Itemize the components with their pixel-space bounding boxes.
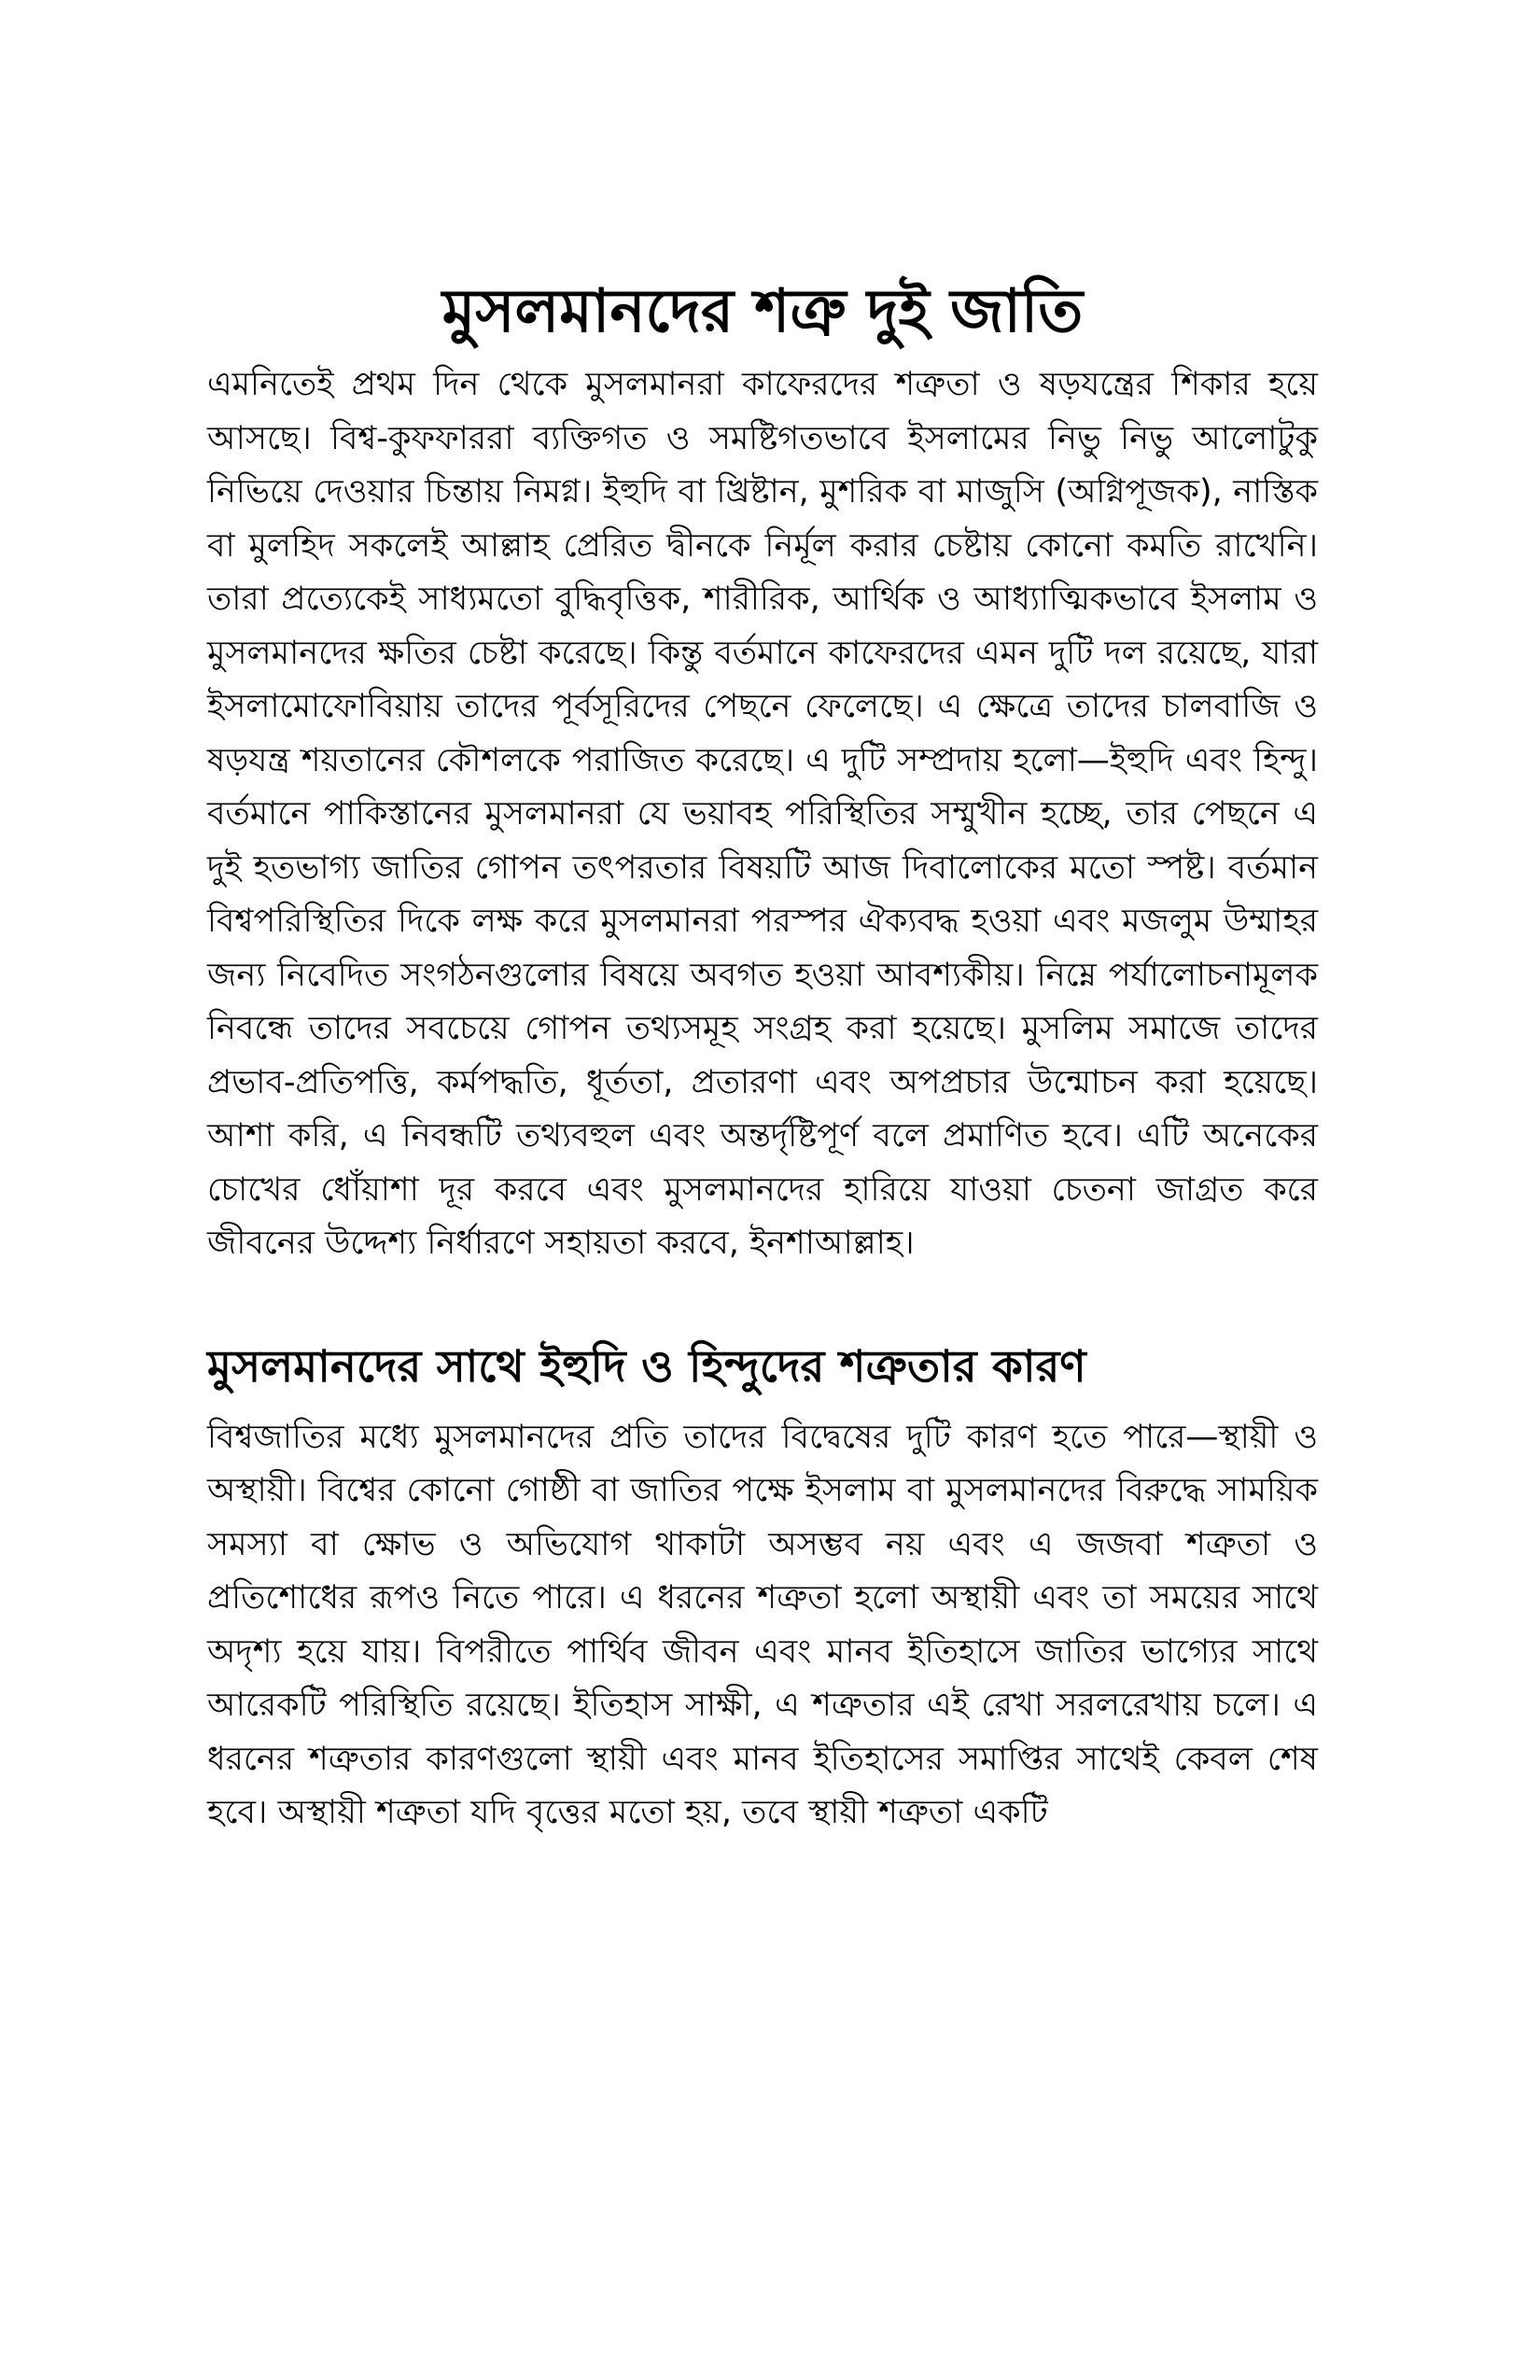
- page-title: মুসলমানদের শত্রু দুই জাতি: [441, 277, 1084, 346]
- section-paragraph: বিশ্বজাতির মধ্যে মুসলমানদের প্রতি তাদের বিদ্বেষের দুটি কারণ হতে পারে—স্থায়ী ও অস্থায়ী। বিশ্বের কোনো গোষ্ঠী বা জাতির পক্ষে ইসলাম বা মুসলমানদের বিরুদ্ধে সাময়িক সমস্যা বা ক্ষোভ ও অভিযোগ থাকাটা অসম্ভব নয় এবং এ জজবা শত্রুতা ও প্রতিশোধের রূপও নিতে পারে। এ ধরনের শত্রুতা হলো অস্থায়ী এবং তা সময়ের সাথে অদৃশ্য হয়ে যায়। বিপরীতে পার্থিব জীবন এবং মানব ইতিহাসে জাতির ভাগ্যের সাথে আরেকটি পরিস্থিতি রয়েছে। ইতিহাস সাক্ষী, এ শত্রুতার এই রেখা সরলরেখায় চলে। এ ধরনের শত্রুতার কারণগুলো স্থায়ী এবং মানব ইতিহাসের সমাপ্তির সাথেই কেবল শেষ হবে। অস্থায়ী শত্রুতা যদি বৃত্তের মতো হয়, তবে স্থায়ী শত্রুতা একটি: [207, 1418, 1318, 1831]
- document-page: [207, 273, 1318, 1841]
- intro-paragraph: এমনিতেই প্রথম দিন থেকে মুসলমানরা কাফেরদের শত্রুতা ও ষড়যন্ত্রের শিকার হয়ে আসছে। বিশ্ব-কুফফাররা ব্যক্তিগত ও সমষ্টিগতভাবে ইসলামের নিভু নিভু আলোটুকু নিভিয়ে দেওয়ার চিন্তায় নিমগ্ন। ইহুদি বা খ্রিষ্টান, মুশরিক বা মাজুসি (অগ্নিপূজক), নাস্তিক বা মুলহিদ সকলেই আল্লাহ প্রেরিত দ্বীনকে নির্মূল করার চেষ্টায় কোনো কমতি রাখেনি। তারা প্রত্যেকেই সাধ্যমতো বুদ্ধিবৃত্তিক, শারীরিক, আর্থিক ও আধ্যাত্মিকভাবে ইসলাম ও মুসলমানদের ক্ষতির চেষ্টা করেছে। কিন্তু বর্তমানে কাফেরদের এমন দুটি দল রয়েছে, যারা ইসলামোফোবিয়ায় তাদের পূর্বসূরিদের পেছনে ফেলেছে। এ ক্ষেত্রে তাদের চালবাজি ও ষড়যন্ত্র শয়তানের কৌশলকে পরাজিত করেছে। এ দুটি সম্প্রদায় হলো—ইহুদি এবং হিন্দু। বর্তমানে পাকিস্তানের মুসলমানরা যে ভয়াবহ পরিস্থিতির সম্মুখীন হচ্ছে, তার পেছনে এ দুই হতভাগ্য জাতির গোপন তৎপরতার বিষয়টি আজ দিবালোকের মতো স্পষ্ট। বর্তমান বিশ্বপরিস্থিতির দিকে লক্ষ করে মুসলমানরা পরস্পর ঐক্যবদ্ধ হওয়া এবং মজলুম উম্মাহর জন্য নিবেদিত সংগঠনগুলোর বিষয়ে অবগত হওয়া আবশ্যকীয়। নিম্নে পর্যালোচনামূলক নিবন্ধে তাদের সবচেয়ে গোপন তথ্যসমূহ সংগ্রহ করা হয়েছে। মুসলিম সমাজে তাদের প্রভাব-প্রতিপত্তি, কর্মপদ্ধতি, ধূর্ততা, প্রতারণা এবং অপপ্রচার উন্মোচন করা হয়েছে। আশা করি, এ নিবন্ধটি তথ্যবহুল এবং অন্তর্দৃষ্টিপূর্ণ বলে প্রমাণিত হবে। এটি অনেকের চোখের ধোঁয়াশা দূর করবে এবং মুসলমানদের হারিয়ে যাওয়া চেতনা জাগ্রত করে জীবনের উদ্দেশ্য নির্ধারণে সহায়তা করবে, ইনশাআল্লাহ।: [207, 366, 1318, 1262]
- section-heading: মুসলমানদের সাথে ইহুদি ও হিন্দুদের শত্রুতার কারণ: [207, 1340, 1086, 1393]
